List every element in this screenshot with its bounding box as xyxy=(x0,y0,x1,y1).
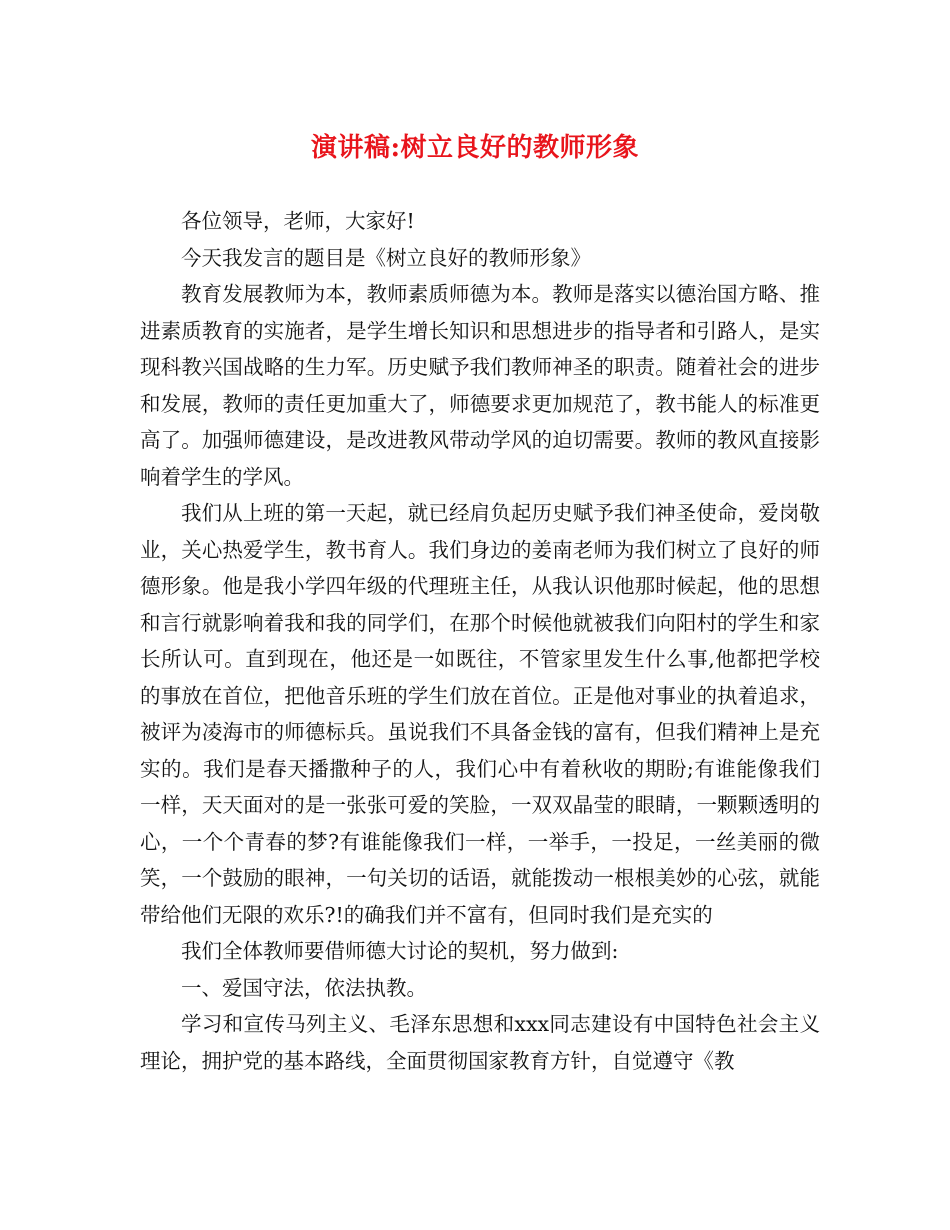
paragraph-commitment: 我们全体教师要借师德大讨论的契机，努力做到: xyxy=(181,939,619,963)
paragraph-law: 学习和宣传马列主义、毛泽东思想和xxx同志建设有中国特色社会主义理论，拥护党的基本路线，全面贯彻国家教育方针，自觉遵守《教 xyxy=(140,1012,820,1073)
document-body xyxy=(140,203,820,1079)
paragraph-teacher-example: 我们从上班的第一天起，就已经肩负起历史赋予我们神圣使命，爱岗敬业，关心热爱学生，教书育人。我们身边的姜南老师为我们树立了良好的师德形象。他是我小学四年级的代理班主任，从我认识他那时候起，他的思想和言行就影响着我和我的同学们，在那个时候他就被我们向阳村的学生和家长所认可。直到现在，他还是一如既往，不管家里发生什么事,他都把学校的事放在首位，把他音乐班的学生们放在首位。正是他对事业的执着追求，被评为凌海市的师德标兵。虽说我们不具备金钱的富有，但我们精神上是充实的。我们是春天播撒种子的人，我们心中有着秋收的期盼;有谁能像我们一样，天天面对的是一张张可爱的笑脸，一双双晶莹的眼睛，一颗颗透明的心，一个个青春的梦?有谁能像我们一样，一举手，一投足，一丝美丽的微笑，一个鼓励的眼神，一句关切的话语，就能拨动一根根美妙的心弦，就能带给他们无限的欢乐?!的确我们并不富有，但同时我们是充实的 xyxy=(140,501,820,927)
paragraph-topic: 今天我发言的题目是《树立良好的教师形象》 xyxy=(181,245,591,270)
paragraph-greeting: 各位领导，老师，大家好! xyxy=(181,209,415,233)
section-heading-1: 一、爱国守法，依法执教。 xyxy=(181,975,427,1000)
paragraph-teacher-role: 教育发展教师为本，教师素质师德为本。教师是落实以德治国方略、推进素质教育的实施者，是学生增长知识和思想进步的指导者和引路人，是实现科教兴国战略的生力军。历史赋予我们教师神圣的职责。随着社会的进步和发展，教师的责任更加重大了，师德要求更加规范了，教书能人的标准更高了。加强师德建设，是改进教风带动学风的迫切需要。教师的教风直接影响着学生的学风。 xyxy=(140,282,820,489)
document-title: 演讲稿:树立良好的教师形象 xyxy=(310,133,640,163)
